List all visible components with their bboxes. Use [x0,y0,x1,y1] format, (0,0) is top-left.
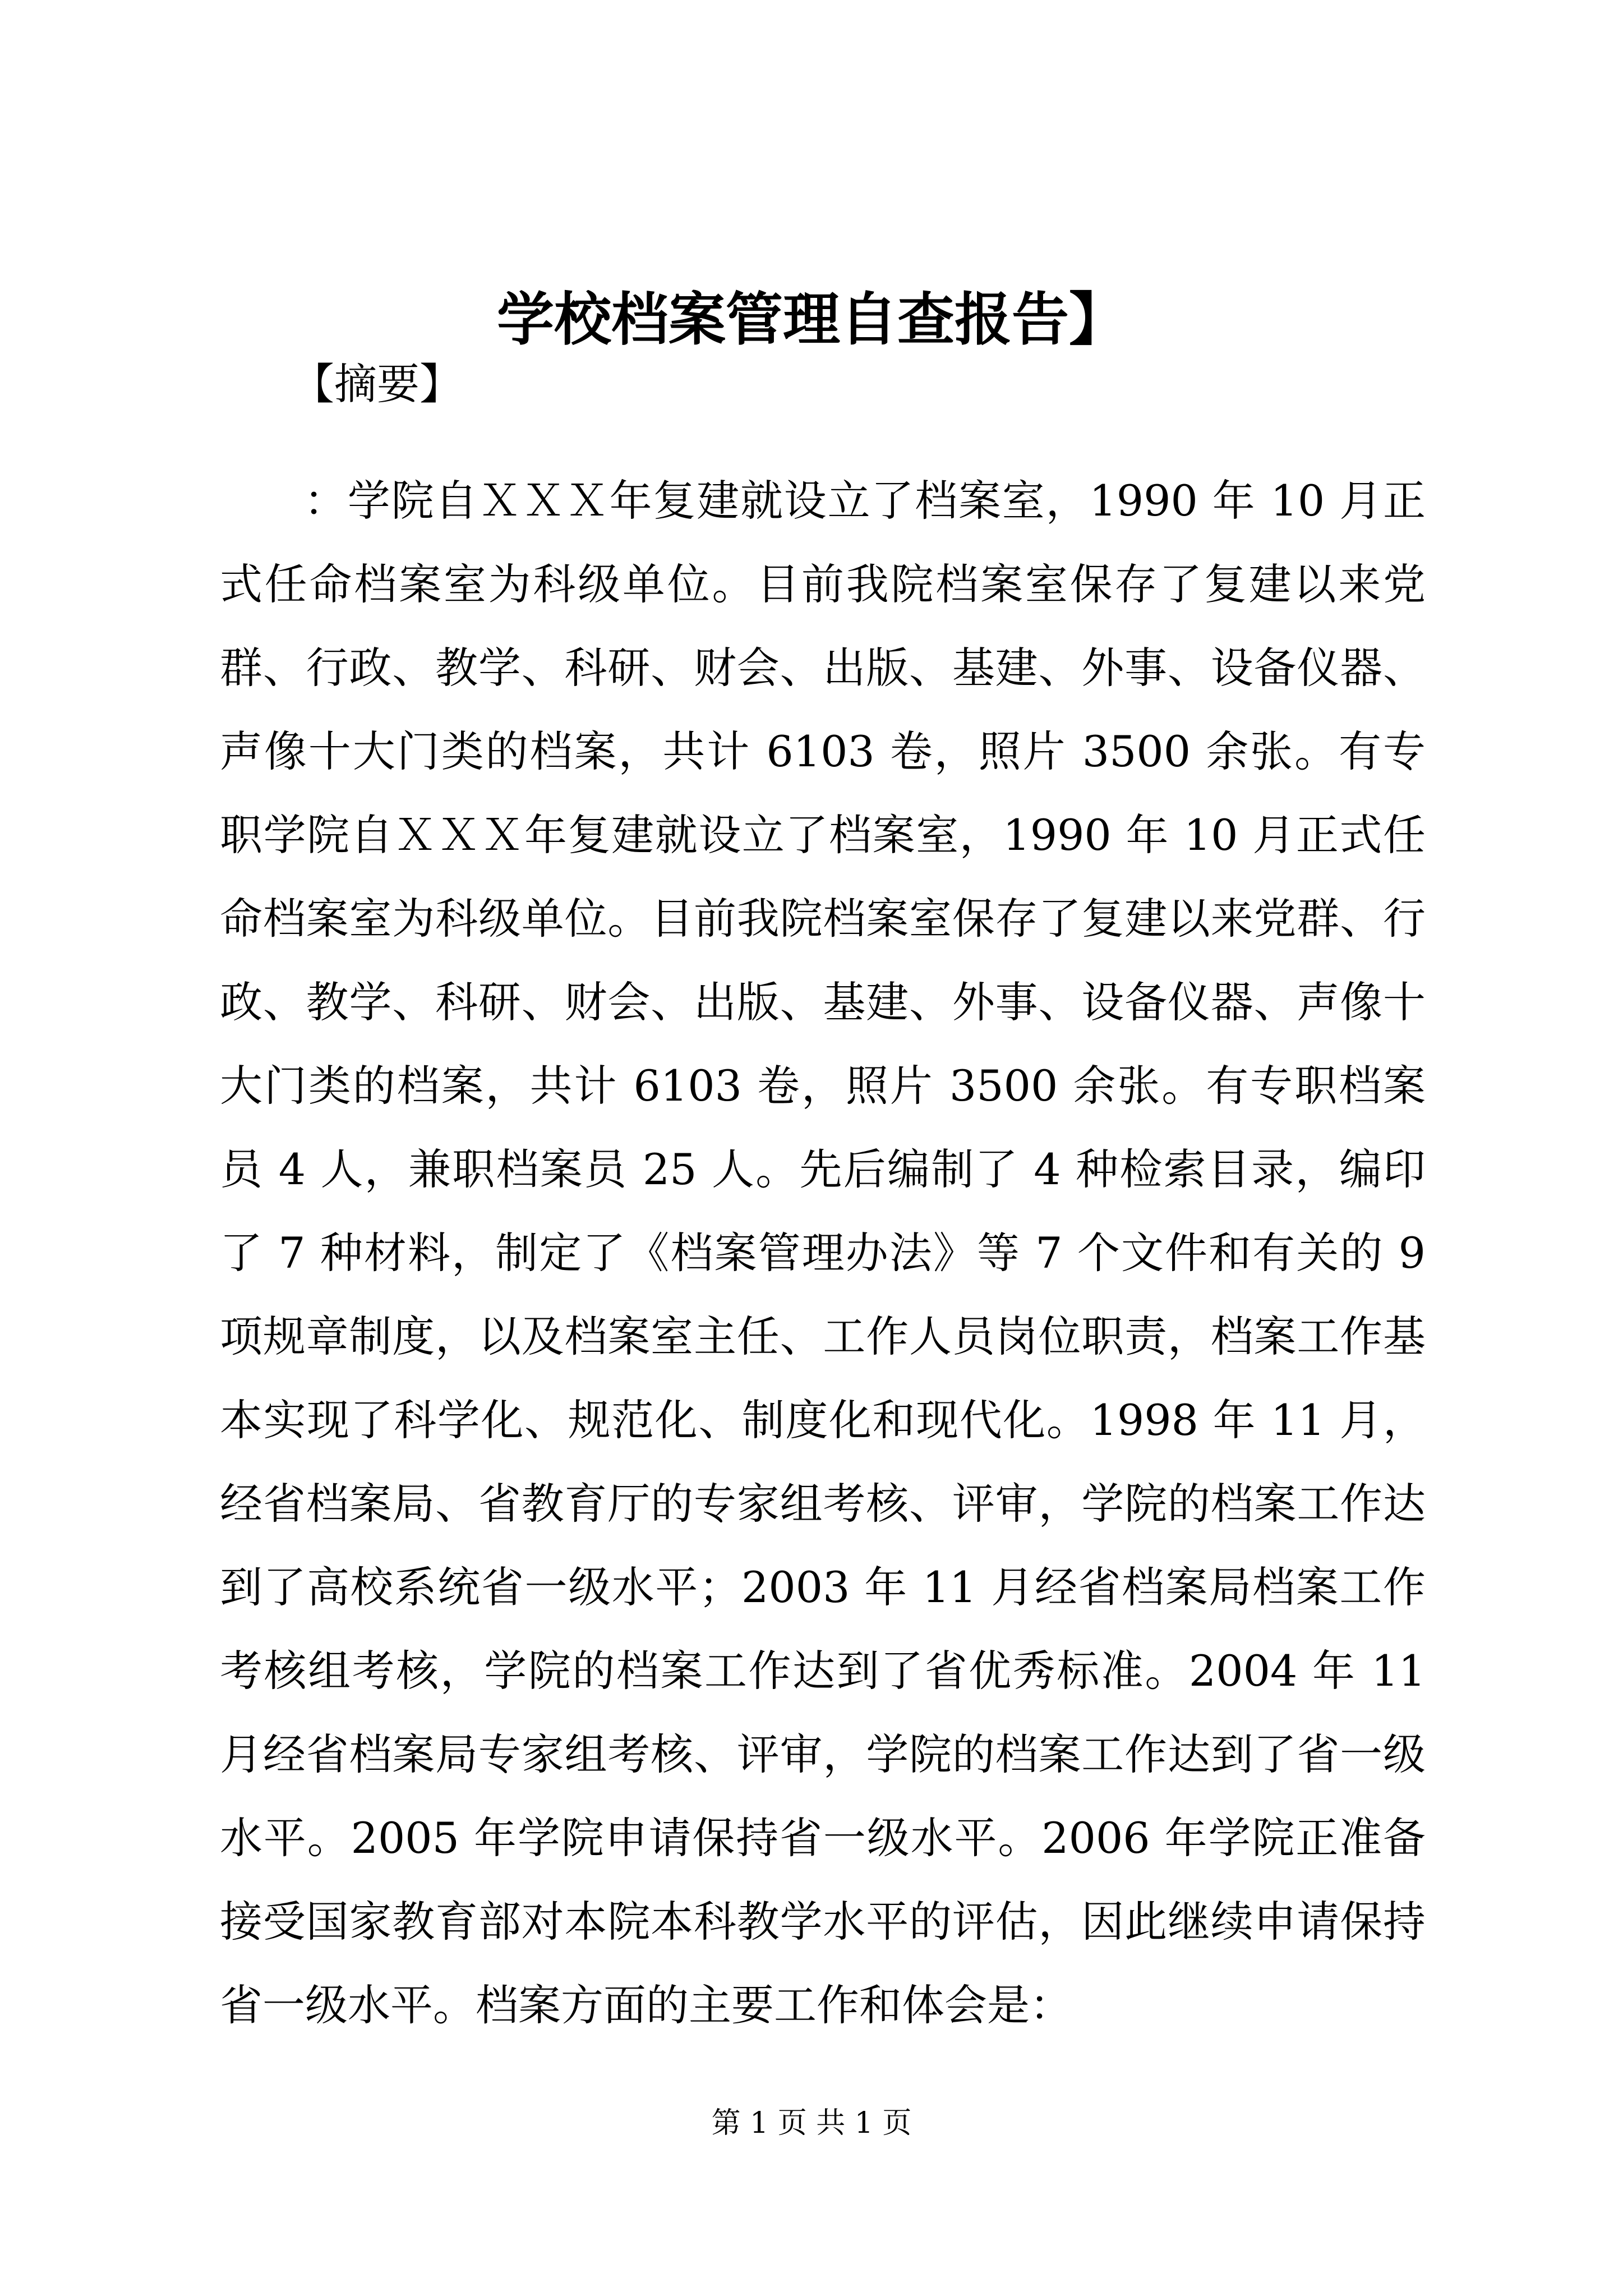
document-title: 学校档案管理自查报告】 [497,286,1126,353]
page-footer: 第 1 页 共 1 页 [711,2106,912,2140]
body-paragraph: ：学院自ＸＸＸ年复建就设立了档案室，1990 年 10 月正式任命档案室为科级单位。目前我院档案室保存了复建以来党群、行政、教学、科研、财会、出版、基建、外事、设备仪器、声像十大门类的档案，共计 6103 卷，照片 3500 余张。有专职学院自ＸＸＸ年复建就设立了档案室，1990 年 10 月正式任命档案室为科级单位。目前我院档案室保存了复建以来党群、行政、教学、科研、财会、出版、基建、外事、设备仪器、声像十大门类的档案，共计 6103 卷，照片 3500 余张。有专职档案员 4 人，兼职档案员 25 人。先后编制了 4 种检索目录，编印了 7 种材料，制定了《档案管理办法》等 7 个文件和有关的 9 项规章制度，以及档案室主任、工作人员岗位职责，档案工作基本实现了科学化、规范化、制度化和现代化。1998 年 11 月，经省档案局、省教育厅的专家组考核、评审，学院的档案工作达到了高校系统省一级水平；2003 年 11 月经省档案局档案工作考核组考核，学院的档案工作达到了省优秀标准。2004 年 11 月经省档案局专家组考核、评审，学院的档案工作达到了省一级水平。2005 年学院申请保持省一级水平。2006 年学院正准备接受国家教育部对本院本科教学水平的评估，因此继续申请保持省一级水平。档案方面的主要工作和体会是： [220,476,1426,2030]
abstract-heading: 【摘要】 [292,359,462,409]
